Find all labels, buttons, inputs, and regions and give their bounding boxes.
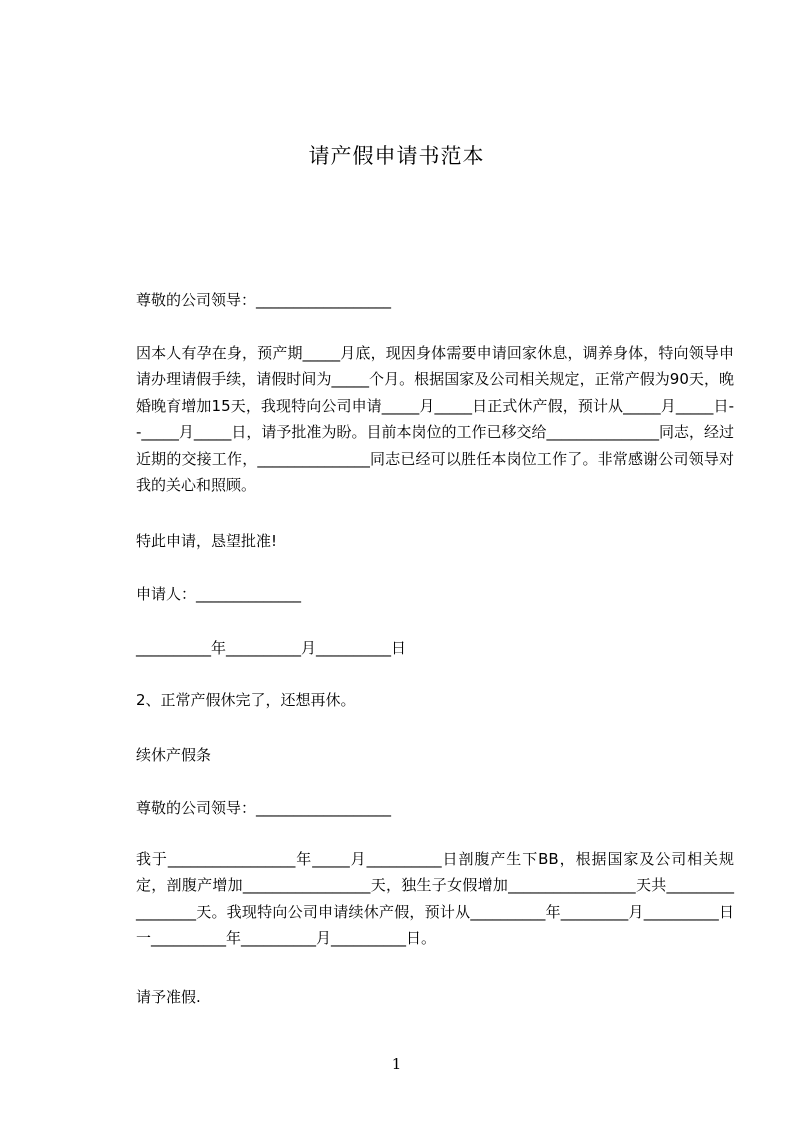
extension-request-body: 我于_________________年_____月__________日剖腹产生下BB，根据国家及公司相关规定，剖腹产增加_________________天，独生子女假增加_________________天共_________________天。我现特向公司申请续休产假，预计从__________年_________月__________日一__________年__________月__________日。 — [136, 850, 734, 948]
extension-salutation-line: 尊敬的公司领导：__________________ — [136, 799, 392, 817]
leave-request-body: 因本人有孕在身，预产期_____月底，现因身体需要申请回家休息，调养身体，特向领导申请办理请假手续，请假时间为_____个月。根据国家及公司相关规定，正常产假为90天，晚婚晚育增加15天，我现特向公司申请_____月_____日正式休产假，预计从_____月_____日--_____月_____日，请予批准为盼。目前本岗位的工作已移交给_______________同志，经过近期的交接工作，_______________同志已经可以胜任本岗位工作了。非常感谢公司领导对我的关心和照顾。 — [136, 344, 734, 495]
closing-line: 请予准假. — [136, 988, 201, 1006]
extension-title: 续休产假条 — [136, 746, 212, 764]
request-approval-line: 特此申请，恳望批准! — [136, 532, 278, 550]
salutation-line: 尊敬的公司领导：__________________ — [136, 291, 392, 309]
date-line: __________年__________月__________日 — [136, 639, 407, 657]
section-heading: 2、正常产假休完了，还想再休。 — [136, 691, 356, 709]
applicant-line: 申请人：______________ — [136, 585, 302, 603]
page-number: 1 — [391, 1055, 402, 1073]
document-title: 请产假申请书范本 — [308, 144, 485, 168]
